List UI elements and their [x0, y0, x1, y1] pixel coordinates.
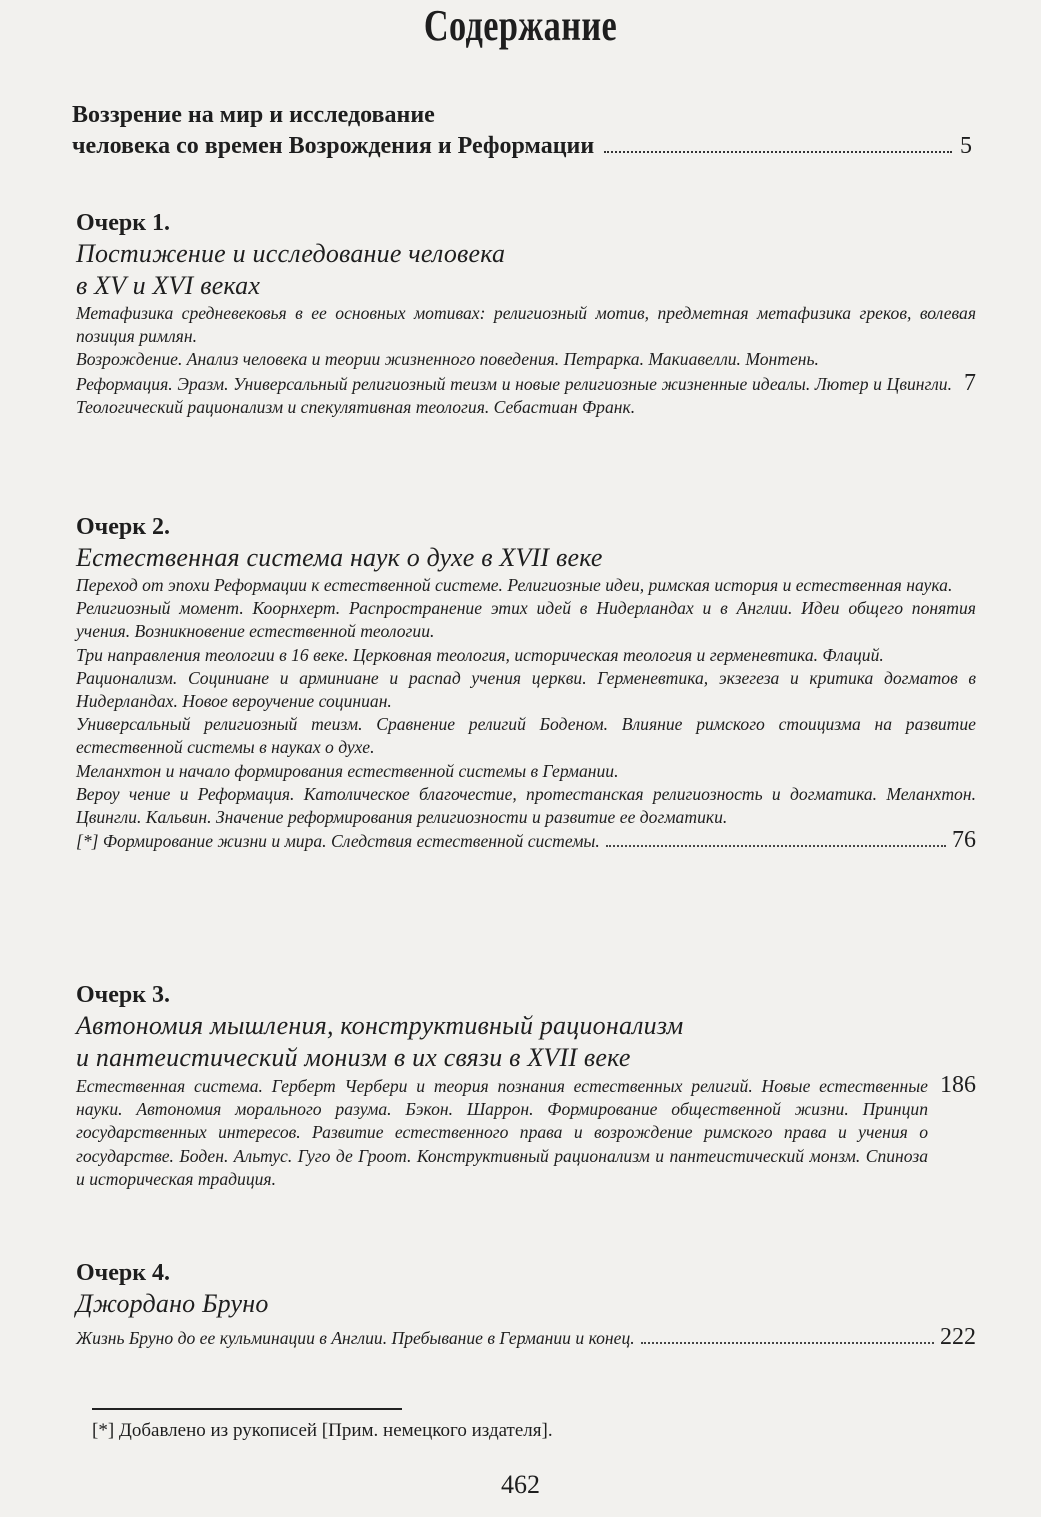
- section-title-line: Естественная система наук о духе в XVII веке: [76, 543, 603, 572]
- description-paragraph: Рационализм. Социниане и арминиане и распад учения церкви. Герменевтика, экзегеза и критика догматов в Нидерландах. Новое вероучение социниан.: [76, 667, 976, 712]
- section-1: [76, 208, 976, 419]
- description-paragraph: Универсальный религиозный теизм. Сравнение религий Боденом. Влияние римского стоицизма на развитие естественной системы в науках о духе.: [76, 714, 976, 758]
- description-paragraph: Переход от эпохи Реформации к естественной системе. Религиозные идеи, римская история и естественная наука.: [76, 575, 953, 595]
- section-description: [76, 302, 976, 419]
- section-description: [76, 574, 976, 853]
- section-page-number: 7: [964, 369, 976, 396]
- section-description: [76, 1074, 976, 1191]
- section-description: [76, 1326, 976, 1350]
- section-heading: Очерк 4.: [76, 1260, 171, 1286]
- intro-line-2-row: [72, 131, 972, 162]
- section-3: [76, 980, 976, 1191]
- description-paragraph: Жизнь Бруно до ее кульминации в Англии. Пребывание в Германии и конец.: [76, 1328, 635, 1348]
- footnote-divider: [92, 1408, 402, 1410]
- section-title-line: Постижение и исследование человека: [76, 239, 506, 268]
- intro-entry: [72, 100, 972, 162]
- section-page-number: 186: [940, 1072, 976, 1098]
- footnote: [*] Добавлено из рукописей [Прим. немецкого издателя].: [92, 1420, 553, 1441]
- description-paragraph: Религиозный момент. Коорнхерт. Распространение этих идей в Нидерландах и в Англии. Идеи общего понятия учения. Возникновение естественной теологии.: [76, 598, 976, 642]
- intro-page-number: 5: [960, 133, 972, 159]
- description-paragraph: Естественная система. Герберт Чербери и теория познания естественных религий. Новые естественные науки. Автономия морального разума. Бэкон. Шаррон. Формирование общественной жизни. Принцип государственных интересов. Развитие естественного права и возрождение римского права и учения о государстве. Боден. Альтус. Гуго де Гроот. Конструктивный рационализм и пантеистический монзм. Спиноза и историческая традиция.: [76, 1076, 928, 1189]
- description-paragraph: Вероу чение и Реформация. Католическое благочестие, протестанская религиозность и догматика. Меланхтон. Цвингли. Кальвин. Значение реформирования религиозности и развитие ее догматики.: [76, 783, 976, 828]
- section-title-line: Автономия мышления, конструктивный рационализм: [76, 1011, 684, 1040]
- section-2: [76, 512, 976, 853]
- description-paragraph: Метафизика средневековья в ее основных мотивах: религиозный мотив, предметная метафизика греков, волевая позиция римлян.: [76, 303, 976, 347]
- description-last-row: [76, 369, 976, 419]
- intro-line-1: Воззрение на мир и исследование: [72, 102, 435, 128]
- section-page-number: 222: [940, 1324, 976, 1350]
- description-paragraph: [*] Формирование жизни и мира. Следствия естественной системы.: [76, 831, 600, 852]
- page-number: 462: [501, 1470, 540, 1499]
- leader-dots: [606, 845, 946, 847]
- section-title-line: в XV и XVI веках: [76, 271, 261, 300]
- description-paragraph: Три направления теологии в 16 веке. Церковная теология, историческая теология и герменевтика. Флаций.: [76, 644, 884, 665]
- description-paragraph: Реформация. Эразм. Универсальный религиозный теизм и новые религиозные жизненные идеалы. Лютер и Цвингли. Теологический рационализм и спекулятивная теология. Себастиан Франк.: [76, 373, 952, 417]
- intro-line-2: человека со времен Возрождения и Реформации: [72, 133, 595, 159]
- page-title: Содержание: [423, 1, 618, 50]
- section-heading: Очерк 3.: [76, 982, 171, 1008]
- description-last-row: [76, 829, 976, 853]
- section-title-line: Джордано Бруно: [76, 1289, 269, 1318]
- section-4: [76, 1258, 976, 1350]
- description-paragraph: Меланхтон и начало формирования естественной системы в Германии.: [76, 760, 619, 781]
- leader-dots: [641, 1342, 934, 1344]
- description-paragraph: Возрождение. Анализ человека и теории жизненного поведения. Петрарка. Макиавелли. Монтень.: [76, 349, 819, 370]
- section-heading: Очерк 2.: [76, 514, 171, 540]
- description-last-row: [76, 1074, 976, 1191]
- section-heading: Очерк 1.: [76, 210, 171, 236]
- description-last-row: [76, 1326, 976, 1350]
- section-title-line: и пантеистический монизм в их связи в XVII веке: [76, 1043, 631, 1072]
- leader-dots: [604, 151, 952, 153]
- section-page-number: 76: [952, 827, 976, 854]
